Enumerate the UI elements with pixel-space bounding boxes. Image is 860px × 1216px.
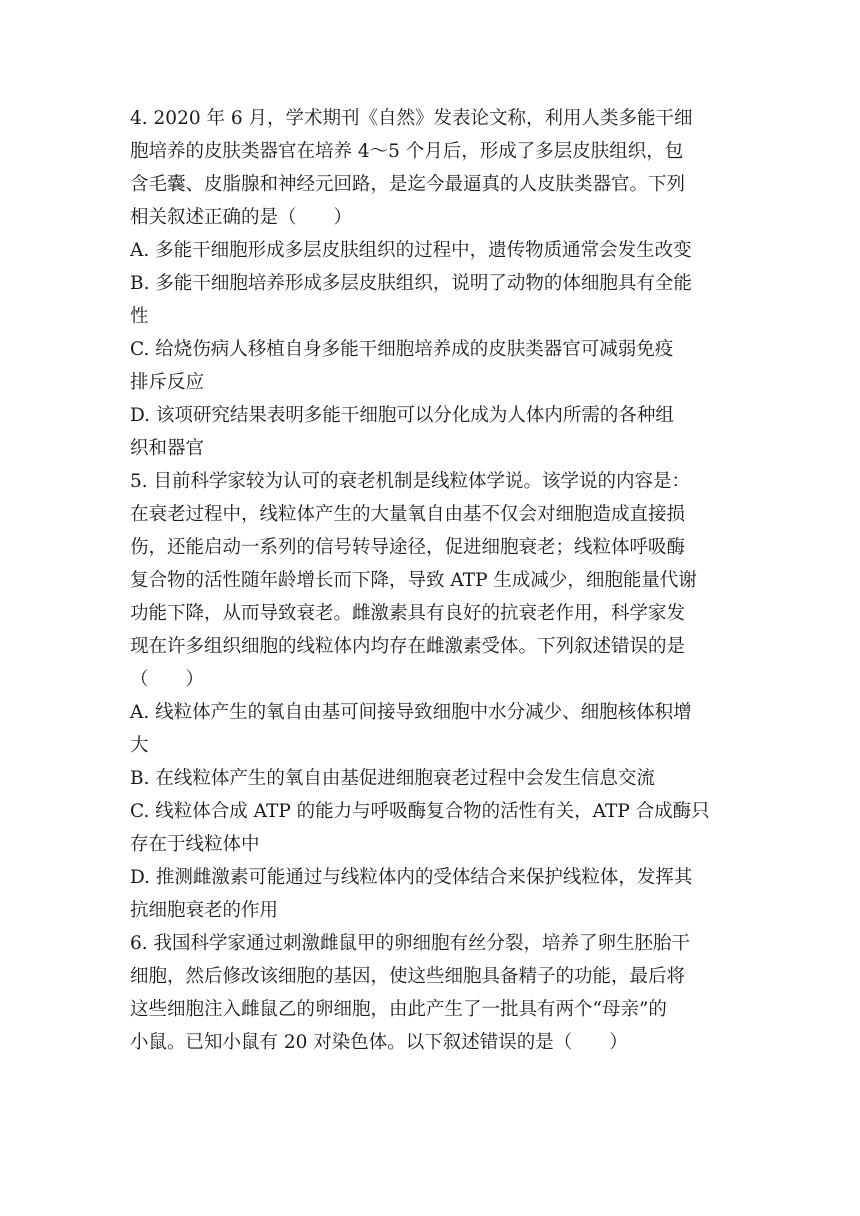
- q5-option-a-line-2: 大: [130, 735, 149, 756]
- q5-option-d-line-2: 抗细胞衰老的作用: [130, 900, 279, 921]
- q4-option-c-line-1: C. 给烧伤病人移植自身多能干细胞培养成的皮肤类器官可减弱免疫: [130, 339, 674, 360]
- q5-option-c-line-1: C. 线粒体合成 ATP 的能力与呼吸酶复合物的活性有关，ATP 合成酶只: [130, 801, 710, 822]
- q6-stem-line-4: 小鼠。已知小鼠有 20 对染色体。以下叙述错误的是（ ）: [130, 1032, 628, 1053]
- q4-option-d-line-1: D. 该项研究结果表明多能干细胞可以分化成为人体内所需的各种组: [130, 405, 674, 426]
- q6-stem-line-2: 细胞，然后修改该细胞的基因，使这些细胞具备精子的功能，最后将: [130, 966, 686, 987]
- q5-stem-line-5: 功能下降，从而导致衰老。雌激素具有良好的抗衰老作用，科学家发: [130, 603, 686, 624]
- q5-option-d-line-1: D. 推测雌激素可能通过与线粒体内的受体结合来保护线粒体，发挥其: [130, 867, 693, 888]
- q6-stem-line-3: 这些细胞注入雌鼠乙的卵细胞，由此产生了一批具有两个“母亲”的: [130, 999, 667, 1020]
- q5-stem-line-3: 伤，还能启动一系列的信号转导途径，促进细胞衰老；线粒体呼吸酶: [130, 537, 686, 558]
- q5-stem-line-4: 复合物的活性随年龄增长而下降，导致 ATP 生成减少，细胞能量代谢: [130, 570, 697, 591]
- q4-stem-line-4: 相关叙述正确的是（ ）: [130, 207, 353, 228]
- q4-option-b-line-2: 性: [130, 306, 149, 327]
- q5-option-c-line-2: 存在于线粒体中: [130, 834, 260, 855]
- q5-stem-line-2: 在衰老过程中，线粒体产生的大量氧自由基不仅会对细胞造成直接损: [130, 504, 686, 525]
- question-text-block: [130, 102, 730, 1059]
- q5-stem-line-6: 现在许多组织细胞的线粒体内均存在雌激素受体。下列叙述错误的是: [130, 636, 686, 657]
- q5-option-b: B. 在线粒体产生的氧自由基促进细胞衰老过程中会发生信息交流: [130, 768, 655, 789]
- q5-option-a-line-1: A. 线粒体产生的氧自由基可间接导致细胞中水分减少、细胞核体积增: [130, 702, 692, 723]
- q4-option-d-line-2: 织和器官: [130, 438, 205, 459]
- q4-option-b-line-1: B. 多能干细胞培养形成多层皮肤组织，说明了动物的体细胞具有全能: [130, 273, 692, 294]
- q4-stem-line-3: 含毛囊、皮脂腺和神经元回路，是迄今最逼真的人皮肤类器官。下列: [130, 174, 686, 195]
- q4-stem-line-2: 胞培养的皮肤类器官在培养 4～5 个月后，形成了多层皮肤组织，包: [130, 141, 684, 162]
- q4-option-a: A. 多能干细胞形成多层皮肤组织的过程中，遗传物质通常会发生改变: [130, 240, 692, 261]
- q5-stem-line-1: 5. 目前科学家较为认可的衰老机制是线粒体学说。该学说的内容是：: [130, 471, 691, 492]
- q4-option-c-line-2: 排斥反应: [130, 372, 205, 393]
- q5-stem-line-7: （ ）: [130, 669, 205, 690]
- q6-stem-line-1: 6. 我国科学家通过刺激雌鼠甲的卵细胞有丝分裂，培养了卵生胚胎干: [130, 933, 691, 954]
- q4-stem-line-1: 4. 2020 年 6 月，学术期刊《自然》发表论文称，利用人类多能干细: [130, 108, 693, 129]
